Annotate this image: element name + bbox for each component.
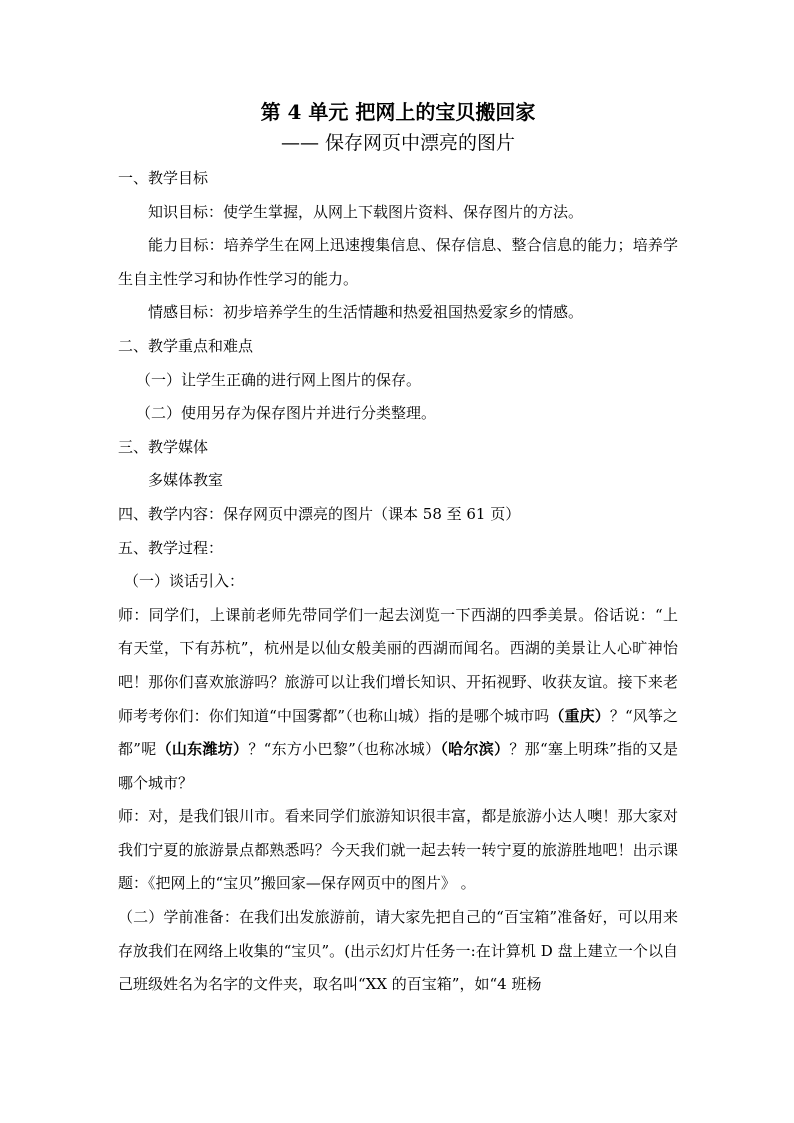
section-heading-content: 四、教学内容：保存网页中漂亮的图片（课本 58 至 61 页）: [118, 504, 521, 523]
paragraph-yinchuan: 师：对，是我们银川市。看来同学们旅游知识很丰富，都是旅游小达人噢！那大家对我们宁夏的旅游景点都熟悉吗？今天我们就一起去转一转宁夏的旅游胜地吧！出示课题：《把网上的“宝贝”搬回家—保存网页中的图片》 。: [118, 807, 678, 893]
process-step-intro: （一）谈话引入：: [124, 572, 245, 591]
paragraph-text: 师：同学们，上课前老师先带同学们一起去浏览一下西湖的四季美景。俗话说：“上有天堂，下有苏杭”，杭州是以仙女般美丽的西湖而闻名。西湖的美景让人心旷神怡吧！那你们喜欢旅游吗？旅游可以让我们增长知识、开拓视野、收获友谊。接下来老师考考你们：你们知道“中国雾都”（也称山城）指的是哪个城市吗: [118, 605, 678, 725]
answer-weifang: （山东潍坊）: [156, 740, 249, 759]
section-heading-process: 五、教学过程：: [118, 538, 224, 557]
media-content: 多媒体教室: [148, 471, 224, 490]
key-point-2: （二）使用另存为保存图片并进行分类整理。: [136, 404, 437, 423]
answer-chongqing: （重庆）: [549, 706, 610, 725]
paragraph-preparation: （二）学前准备：在我们出发旅游前，请大家先把自己的“百宝箱”准备好，可以用来存放我们在网络上收集的“宝贝”。(出示幻灯片任务一:在计算机 D 盘上建立一个以自己班级姓名为名字的文件夹，取名叫“XX 的百宝箱”，如“4 班杨: [118, 908, 678, 994]
section-heading-key-points: 二、教学重点和难点: [118, 336, 254, 355]
document-subtitle: —— 保存网页中漂亮的图片: [280, 132, 516, 154]
knowledge-objective: 知识目标：使学生掌握，从网上下载图片资料、保存图片的方法。: [148, 202, 584, 221]
paragraph-intro-dialogue: [118, 599, 678, 801]
section-heading-media: 三、教学媒体: [118, 437, 209, 456]
paragraph-text: ？“东方小巴黎”（也称冰城）: [248, 740, 441, 759]
key-point-1: （一）让学生正确的进行网上图片的保存。: [136, 370, 422, 389]
section-heading-objectives: 一、教学目标: [118, 169, 209, 187]
paragraph-text: ？那“塞上明珠”指的又是哪个城市？: [118, 740, 678, 792]
document-page: [118, 96, 678, 1002]
document-title: 第 4 单元 把网上的宝贝搬回家: [260, 100, 536, 124]
answer-harbin: （哈尔滨）: [440, 740, 510, 759]
paragraph-text: ？“风筝之都”呢: [118, 706, 678, 759]
emotion-objective: 情感目标：初步培养学生的生活情趣和热爱祖国热爱家乡的情感。: [148, 303, 584, 322]
ability-objective: 能力目标：培养学生在网上迅速搜集信息、保存信息、整合信息的能力；培养学生自主性学习和协作性学习的能力。: [118, 236, 678, 288]
